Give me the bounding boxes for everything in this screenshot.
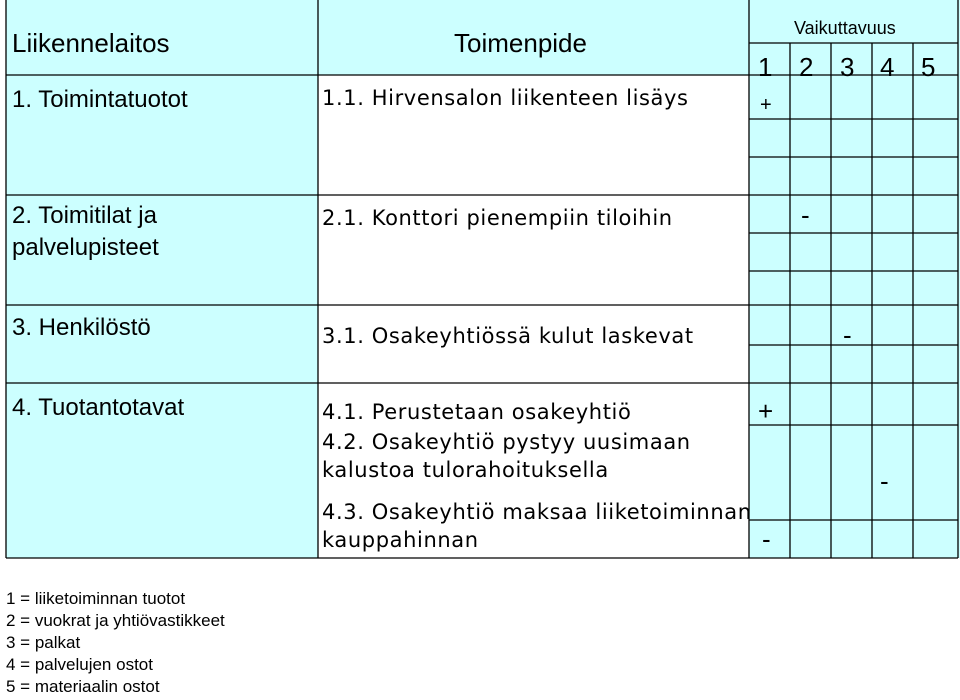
row4-action-1: 4.1. Perustetaan osakeyhtiö <box>322 400 632 424</box>
row2-category-line2: palvelupisteet <box>12 234 159 261</box>
scale-5: 5 <box>921 52 936 82</box>
row1-mark: + <box>760 94 772 116</box>
category-column-fill <box>6 0 318 558</box>
row2-category-line1: 2. Toimitilat ja <box>12 202 157 229</box>
legend-item-3: 3 = palkat <box>6 633 81 652</box>
row3-action-1: 3.1. Osakeyhtiössä kulut laskevat <box>322 324 694 348</box>
row3-category: 3. Henkilöstö <box>12 314 151 341</box>
legend-item-1: 1 = liiketoiminnan tuotot <box>6 589 186 608</box>
legend-item-2: 2 = vuokrat ja yhtiövastikkeet <box>6 611 225 630</box>
row2-action-1: 2.1. Konttori pienempiin tiloihin <box>322 206 673 230</box>
scale-2: 2 <box>799 52 814 82</box>
row4-action-3-line1: 4.3. Osakeyhtiö maksaa liiketoiminnan <box>322 500 752 524</box>
row4-action-3-line2: kauppahinnan <box>322 528 479 552</box>
row1-action-1: 1.1. Hirvensalon liikenteen lisäys <box>322 86 689 110</box>
row1-category: 1. Toimintatuotot <box>12 86 188 113</box>
header-category: Liikennelaitos <box>12 28 170 58</box>
header-impact: Vaikuttavuus <box>794 18 896 38</box>
row4-category: 4. Tuotantotavat <box>12 394 185 421</box>
impact-columns-fill <box>749 0 960 558</box>
scale-1: 1 <box>758 52 773 82</box>
row4-action-2-line1: 4.2. Osakeyhtiö pystyy uusimaan <box>322 430 691 454</box>
row4-mark-3: - <box>762 524 771 554</box>
row4-mark-2: - <box>880 466 889 496</box>
row3-mark: - <box>843 320 852 350</box>
legend-item-4: 4 = palvelujen ostot <box>6 655 153 674</box>
scale-4: 4 <box>880 52 895 82</box>
header-measure: Toimenpide <box>454 28 587 58</box>
legend-item-5: 5 = materiaalin ostot <box>6 677 160 696</box>
scale-3: 3 <box>840 52 855 82</box>
row4-action-2-line2: kalustoa tulorahoituksella <box>322 458 609 482</box>
row2-mark: - <box>801 200 810 230</box>
row4-mark-1: + <box>758 396 774 426</box>
